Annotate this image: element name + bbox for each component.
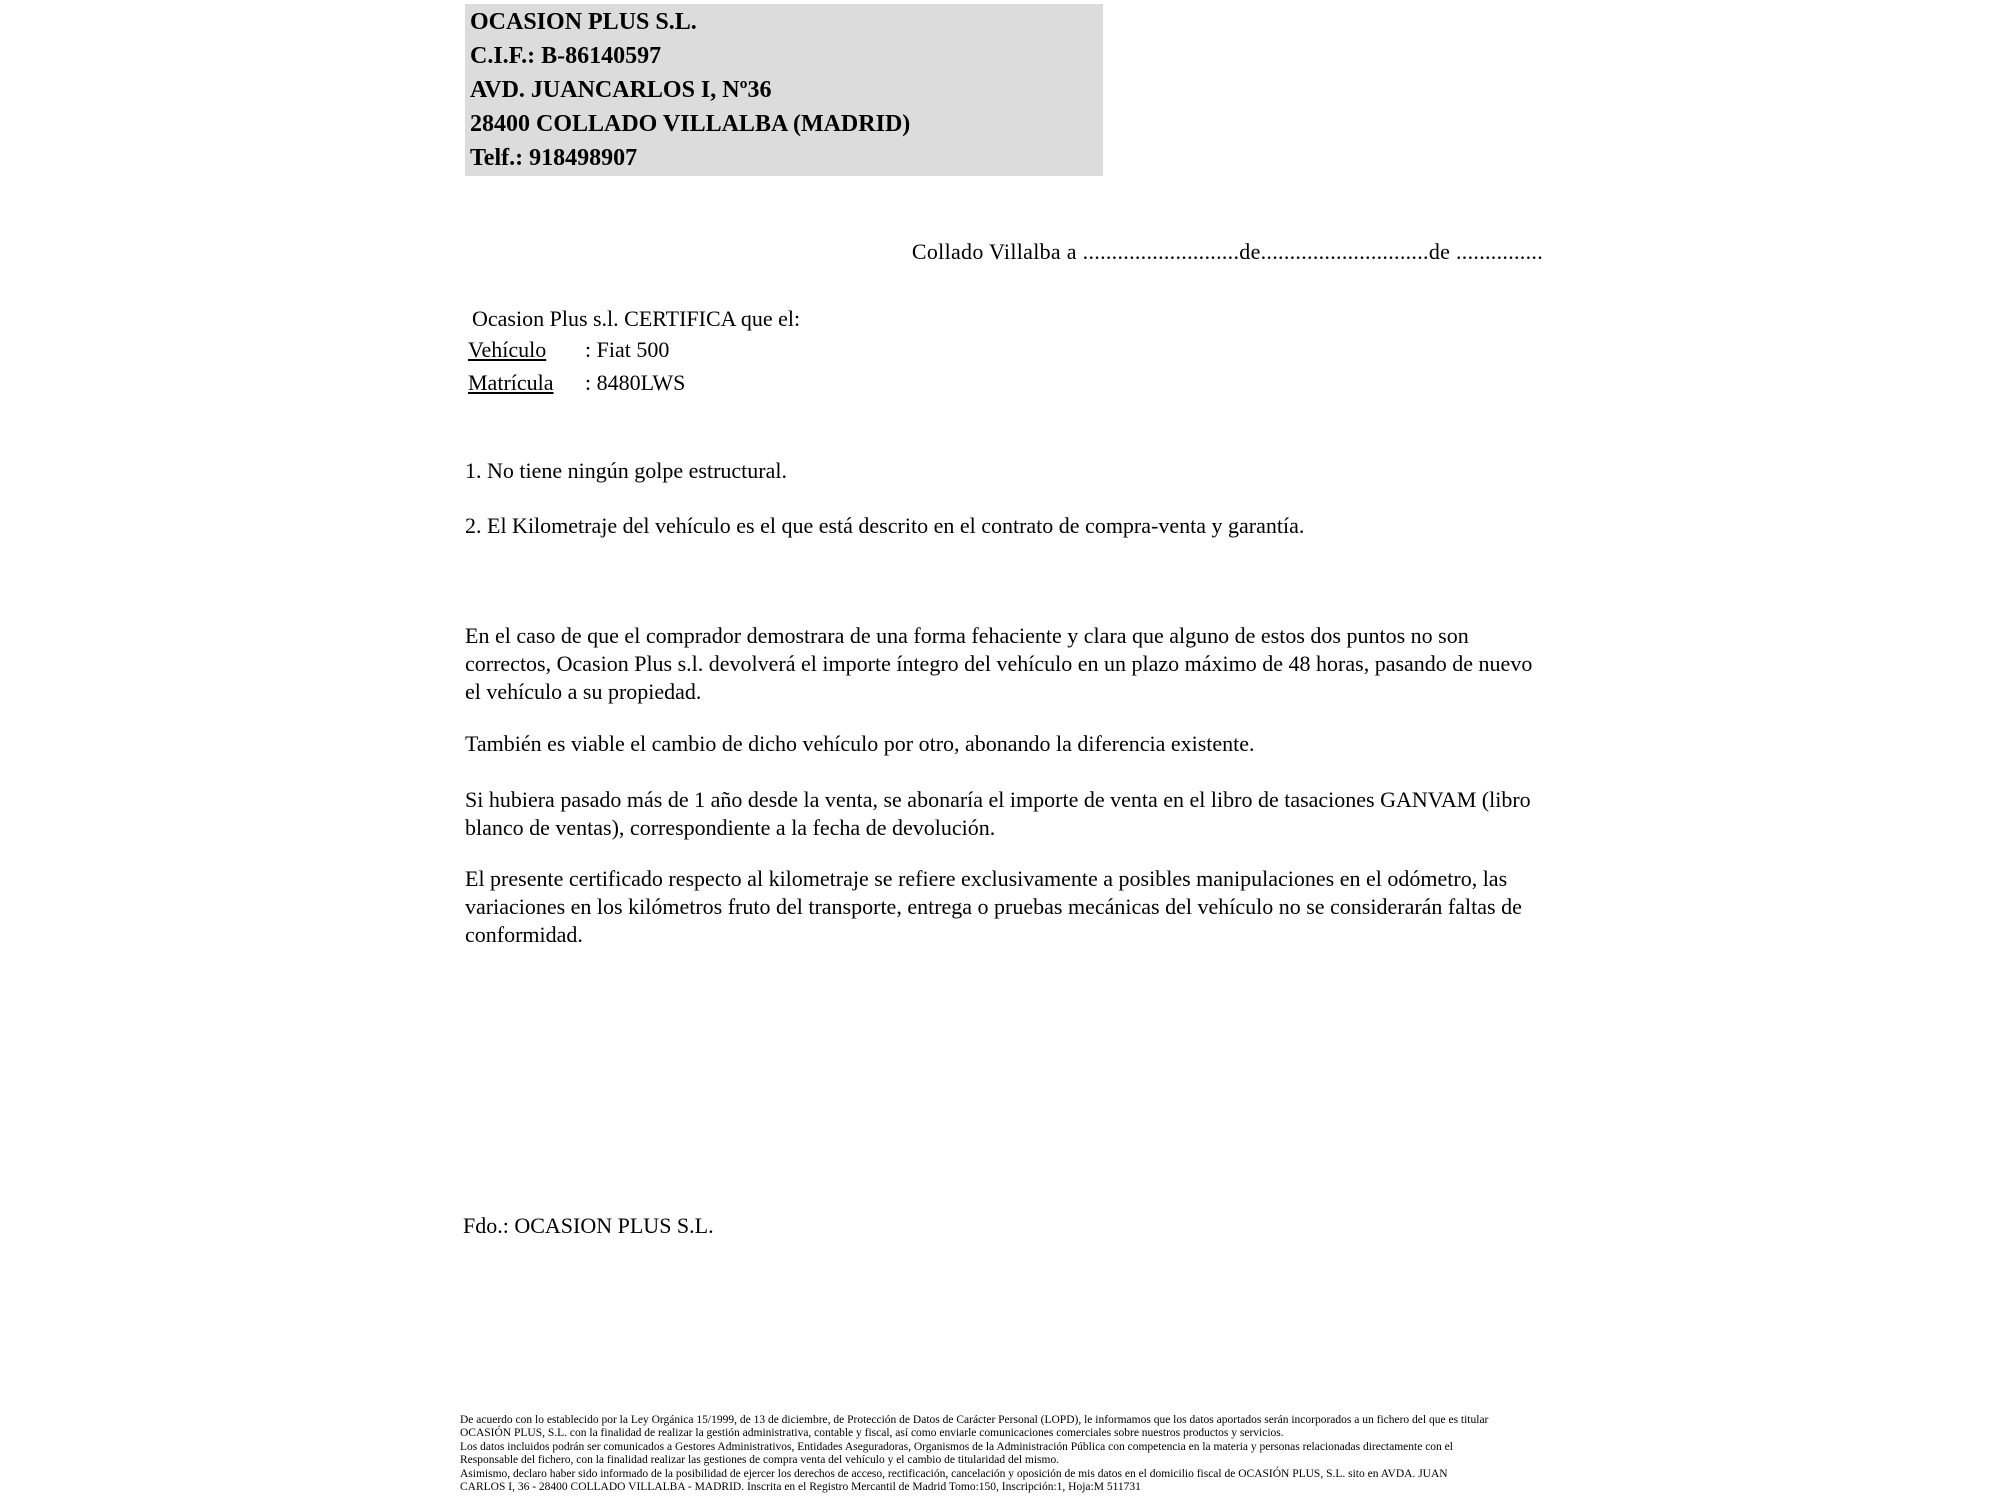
certify-intro: Ocasion Plus s.l. CERTIFICA que el: [472, 306, 801, 331]
legal-footer-line: De acuerdo con lo establecido por la Ley Orgánica 15/1999, de 13 de diciembre, de Protección de Datos de Carácter Personal (LOPD), le informamos que los datos aportados serán incorporados a un fichero del que es titular [460, 1414, 1489, 1426]
plate-label: Matrícula [468, 370, 554, 395]
date-line: Collado Villalba a ...........................de.............................de ............... [911, 239, 1543, 264]
terms-paragraph-exchange: También es viable el cambio de dicho vehículo por otro, abonando la diferencia existente. [465, 731, 1255, 756]
vehicle-field-row [460, 333, 1550, 366]
company-cif: C.I.F.: B-86140597 [470, 43, 662, 69]
document-content [460, 0, 1550, 1240]
vehicle-label-wrap [468, 333, 585, 366]
plate-label-wrap [468, 366, 585, 399]
terms-paragraph-refund: En el caso de que el comprador demostrara de una forma fehaciente y clara que alguno de estos dos puntos no son correctos, Ocasion Plus s.l. devolverá el importe íntegro del vehículo en un plazo máximo de 48 horas, pasando de nuevo el vehículo a su propiedad. [465, 623, 1533, 704]
company-header-block [465, 4, 1103, 176]
terms-paragraph-odometer: El presente certificado respecto al kilometraje se refiere exclusivamente a posibles manipulaciones en el odómetro, las variaciones en los kilómetros fruto del transporte, entrega o pruebas mecánicas del vehículo no se considerarán faltas de conformidad. [465, 866, 1522, 947]
company-name: OCASION PLUS S.L. [470, 9, 697, 35]
legal-footer-line: Los datos incluidos podrán ser comunicados a Gestores Administrativos, Entidades Aseguradoras, Organismos de la Administración Pública con competencia en la materia y personas relacionadas directamente con el [460, 1440, 1453, 1453]
vehicle-value: : Fiat 500 [585, 337, 670, 362]
legal-footer [460, 1414, 1488, 1494]
company-address: AVD. JUANCARLOS I, Nº36 [470, 77, 772, 103]
vehicle-label: Vehículo [468, 337, 547, 362]
signature-line: Fdo.: OCASION PLUS S.L. [463, 1213, 714, 1238]
company-phone: Telf.: 918498907 [470, 145, 638, 171]
legal-footer-line: Responsable del fichero, con la finalidad realizar las gestiones de compra venta del vehículo y el cambio de titularidad del mismo. [460, 1454, 1060, 1467]
legal-footer-line: Asimismo, declaro haber sido informado de la posibilidad de ejercer los derechos de acceso, rectificación, cancelación y oposición de mis datos en el domicilio fiscal de OCASIÓN PLUS, S.L. sito en AVDA. JUAN [460, 1467, 1448, 1480]
plate-field-row [460, 366, 1550, 399]
terms-paragraph-ganvam: Si hubiera pasado más de 1 año desde la venta, se abonaría el importe de venta en el libro de tasaciones GANVAM (libro blanco de ventas), correspondiente a la fecha de devolución. [465, 787, 1531, 840]
certified-point-2: 2. El Kilometraje del vehículo es el que está descrito en el contrato de compra-venta y garantía. [465, 513, 1305, 538]
certified-point-1: 1. No tiene ningún golpe estructural. [465, 458, 787, 483]
legal-footer-line: CARLOS I, 36 - 28400 COLLADO VILLALBA - MADRID. Inscrita en el Registro Mercantil de Madrid Tomo:150, Inscripción:1, Hoja:M 511731 [460, 1481, 1141, 1494]
company-city: 28400 COLLADO VILLALBA (MADRID) [470, 111, 911, 137]
plate-value: : 8480LWS [585, 370, 686, 395]
legal-footer-line: OCASIÓN PLUS, S.L. con la finalidad de realizar la gestión administrativa, contable y fiscal, así como enviarle comunicaciones comerciales sobre nuestros productos y servicios. [460, 1427, 1284, 1440]
